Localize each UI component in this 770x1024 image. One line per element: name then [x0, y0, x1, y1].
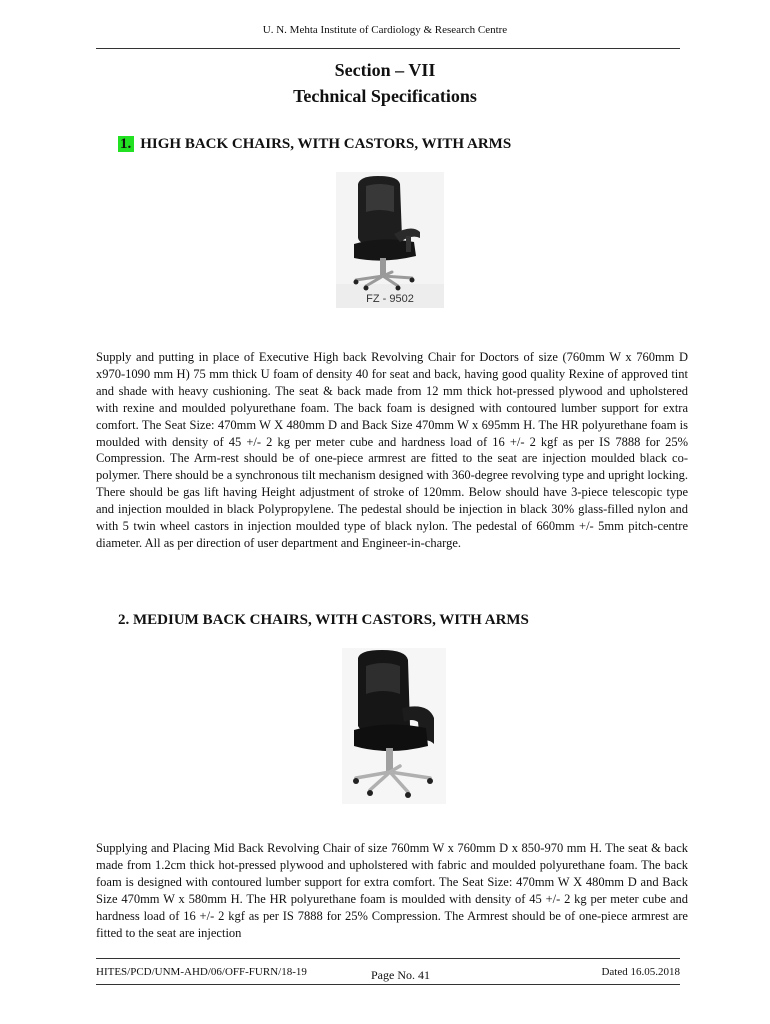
footer-date: Dated 16.05.2018 [601, 966, 680, 978]
section-title: Section – VII [334, 60, 436, 80]
item-2-number: 2. [118, 612, 130, 628]
chair-image-high-back [336, 172, 444, 308]
item-2-title: MEDIUM BACK CHAIRS, WITH CASTORS, WITH ARMS [133, 612, 529, 628]
footer-page-number: Page No. 41 [371, 968, 430, 982]
item-1-number: 1. [118, 136, 134, 152]
header-rule [96, 48, 680, 49]
chair-1-caption: FZ - 9502 [366, 293, 414, 305]
chair-image-medium-back [342, 648, 446, 804]
footer-reference: HITES/PCD/UNM-AHD/06/OFF-FURN/18-19 [96, 966, 307, 978]
footer-rule [96, 958, 680, 959]
item-1-description: Supply and putting in place of Executive High back Revolving Chair for Doctors of size (760mm W x 760mm D x970-1090 mm H) 75 mm thick U foam of density 40 for seat and back, having good quality Rexine of approved tint and shade with heavy cushioning. The seat & back made from 12 mm thick hot-pressed plywood and upholstered with rexine and moulded polyurethane foam. The back foam is designed with contoured lumber support for extra comfort. The Seat Size: 470mm W X 480mm D and Back Size 470mm W x 695mm H. The HR polyurethane foam is moulded with density of 45 +/- 2 kg per meter cube and hardness load of 16 +/- 2 kgf as per IS 7888 for 25% Compression. The Arm-rest should be of one-piece armrest are fitted to the seat are injection moulded black co-polymer. There should be a synchronous tilt mechanism designed with 360-degree revolving type and upright locking. There should be gas lift having Height adjustment of stroke of 120mm. Below should have 3-piece telescopic type and injection moulded in black Polypropylene. The pedestal should be injection in black 30% glass-filled nylon and with 5 twin wheel castors in injection moulded type of black nylon. The pedestal of 660mm +/- 5mm pitch-centre diameter. All as per direction of user department and Engineer-in-charge. [96, 350, 688, 550]
item-2-heading [118, 612, 529, 629]
item-1-title: HIGH BACK CHAIRS, WITH CASTORS, WITH ARMS [140, 136, 512, 152]
footer-bottom-rule [96, 984, 680, 985]
item-2-description: Supplying and Placing Mid Back Revolving Chair of size 760mm W x 760mm D x 850-970 mm H. The seat & back made from 1.2cm thick hot-pressed plywood and upholstered with fabric and moulded polyurethane foam. The back foam is designed with contoured lumber support for extra comfort. The Seat Size: 470mm W X 480mm D and Back Size 470mm W x 580mm H. The HR polyurethane foam is moulded with density of 45 +/- 2 kg per meter cube and hardness load of 16 +/- 2 kgf as per IS 7888 for 25% Compression. The Armrest should be of one-piece armrest are fitted to the seat are injection [96, 841, 688, 940]
item-1-heading [118, 136, 511, 153]
page-header: U. N. Mehta Institute of Cardiology & Research Centre [262, 24, 508, 36]
section-subtitle: Technical Specifications [293, 86, 477, 106]
